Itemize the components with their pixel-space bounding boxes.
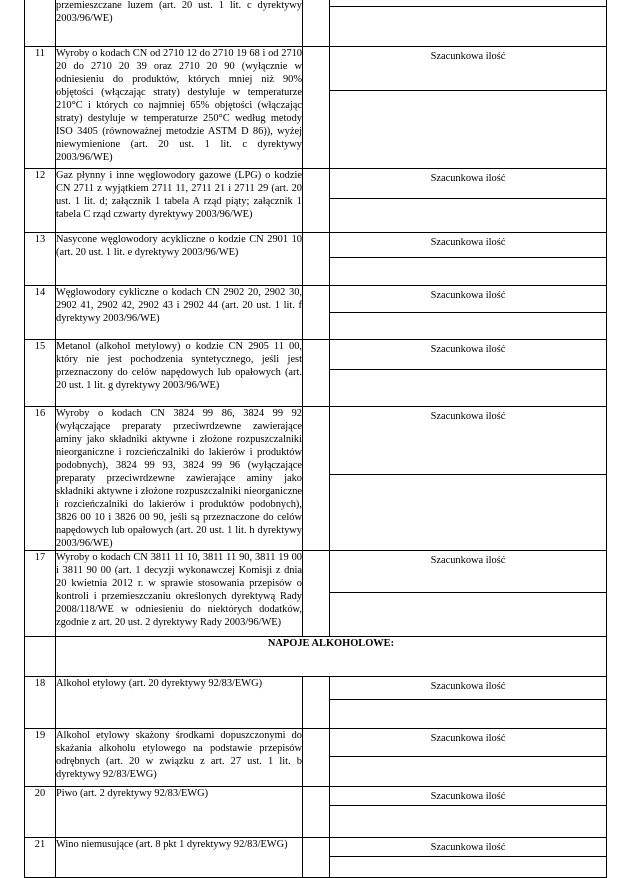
estimate-cell [330,169,607,233]
row-number: 13 [25,233,56,286]
row-description: Alkohol etylowy skażony środkami dopuszczonymi do skażania alkoholu etylowego na podstawie przepisów odrębnych (art. 20 w związku z art. 27 ust. 1 lit. b dyrektywy 92/83/EWG) [56,729,303,787]
table-row [25,0,607,47]
estimate-cell [330,233,607,286]
estimate-label: Szacunkowa ilość [330,169,606,199]
row-description: Piwo (art. 2 dyrektywy 92/83/EWG) [56,787,303,838]
empty-cell [303,233,330,286]
estimate-cell [330,0,607,47]
row-number: 21 [25,838,56,878]
estimate-label: Szacunkowa ilość [330,677,606,700]
row-description: przemieszczane luzem (art. 20 ust. 1 lit. c dyrektywy 2003/96/WE) [56,0,303,47]
estimate-label: Szacunkowa ilość [330,233,606,258]
excise-goods-table [24,0,607,878]
empty-cell [303,729,330,787]
row-description: Wino niemusujące (art. 8 pkt 1 dyrektywy 92/83/EWG) [56,838,303,878]
row-number: 19 [25,729,56,787]
table-row [25,233,607,286]
table-row [25,286,607,340]
empty-cell [303,340,330,407]
estimate-label: Szacunkowa ilość [330,47,606,91]
row-number: 16 [25,407,56,551]
section-title: NAPOJE ALKOHOLOWE: [56,637,607,677]
empty-cell [303,0,330,47]
row-description: Alkohol etylowy (art. 20 dyrektywy 92/83/EWG) [56,677,303,729]
empty-cell [303,47,330,169]
estimate-cell [330,340,607,407]
row-number: 20 [25,787,56,838]
empty-cell [303,787,330,838]
estimate-cell [330,677,607,729]
row-description: Wyroby o kodach CN od 2710 12 do 2710 19 68 i od 2710 20 do 2710 20 39 oraz 2710 20 90 (wyłącznie w odniesieniu do produktów, których mniej niż 90% objętości (włączając straty) destyluje w temperaturze 210°C i których co najmniej 65% objętości (włączając straty) destyluje w temperaturze 250°C według metody ISO 3405 (równoważnej metodzie ASTM D 86)), wyżej niewymienione (art. 20 ust. 1 lit. c dyrektywy 2003/96/WE) [56,47,303,169]
section-header-row [25,637,607,677]
empty-cell [303,677,330,729]
table-row [25,340,607,407]
empty-cell [303,169,330,233]
estimate-cell [330,407,607,551]
row-description: Gaz płynny i inne węglowodory gazowe (LPG) o kodzie CN 2711 z wyjątkiem 2711 11, 2711 21 i 2711 29 (art. 20 ust. 1 lit. d; załącznik 1 tabela A rząd piąty; załącznik 1 tabela C rząd czwarty dyrektywy 2003/96/WE) [56,169,303,233]
estimate-cell [330,551,607,637]
row-number: 18 [25,677,56,729]
estimate-cell [330,729,607,787]
table-row [25,551,607,637]
estimate-cell [330,47,607,169]
row-number: 15 [25,340,56,407]
row-number [25,0,56,47]
row-description: Metanol (alkohol metylowy) o kodzie CN 2905 11 00, który nie jest pochodzenia syntetycznego, jeśli jest przeznaczony do celów napędowych lub opałowych (art. 20 ust. 1 lit. g dyrektywy 2003/96/WE) [56,340,303,407]
row-description: Wyroby o kodach CN 3824 99 86, 3824 99 92 (wyłączające preparaty przeciwrdzewne zawierające aminy jako składniki aktywne i złożone rozpuszczalniki nieorganiczne i rozcieńczalniki do lakierów i produktów podobnych), 3824 99 93, 3824 99 96 (wyłączające preparaty przeciwrdzewne zawierające aminy jako składniki aktywne i złożone rozpuszczalniki nieorganiczne i rozcieńczalniki do lakierów i produktów podobnych), 3826 00 10 i 3826 00 90, jeśli są przeznaczone do celów napędowych lub opałowych (art. 20 ust. 1 lit. h dyrektywy 2003/96/WE) [56,408,302,549]
estimate-cell [330,286,607,340]
table-row [25,47,607,169]
row-number: 17 [25,551,56,637]
row-description: Nasycone węglowodory acykliczne o kodzie CN 2901 10 (art. 20 ust. 1 lit. e dyrektywy 2003/96/WE) [56,233,303,286]
table-row [25,677,607,729]
table-row [25,169,607,233]
estimate-label: Szacunkowa ilość [330,407,606,475]
estimate-label: Szacunkowa ilość [330,729,606,757]
table-row [25,838,607,878]
empty-cell [303,286,330,340]
estimate-label: Szacunkowa ilość [330,340,606,370]
estimate-cell [330,838,607,878]
estimate-label: Szacunkowa ilość [330,551,606,593]
estimate-label: Szacunkowa ilość [330,286,606,313]
table-row [25,787,607,838]
estimate-label: Szacunkowa ilość [330,838,606,857]
row-number: 11 [25,47,56,169]
estimate-label: Szacunkowa ilość [330,787,606,806]
estimate-cell [330,787,607,838]
table-row [25,729,607,787]
row-description: Wyroby o kodach CN 3811 11 10, 3811 11 90, 3811 19 00 i 3811 90 00 (art. 1 decyzji wykonawczej Komisji z dnia 20 kwietnia 2012 r. w sprawie stosowania przepisów o kontroli i przemieszczaniu określonych dyrektywą Rady 2008/118/WE w odniesieniu do niektórych dodatków, zgodnie z art. 20 ust. 2 dyrektywy Rady 2003/96/WE) [56,551,303,637]
empty-cell [303,838,330,878]
table-row [25,407,607,551]
empty-cell [303,407,330,551]
empty-cell [303,551,330,637]
empty-cell [25,637,56,677]
row-number: 12 [25,169,56,233]
row-description: Węglowodory cykliczne o kodach CN 2902 20, 2902 30, 2902 41, 2902 42, 2902 43 i 2902 44 (art. 20 ust. 1 lit. f dyrektywy 2003/96/WE) [56,286,303,340]
row-number: 14 [25,286,56,340]
